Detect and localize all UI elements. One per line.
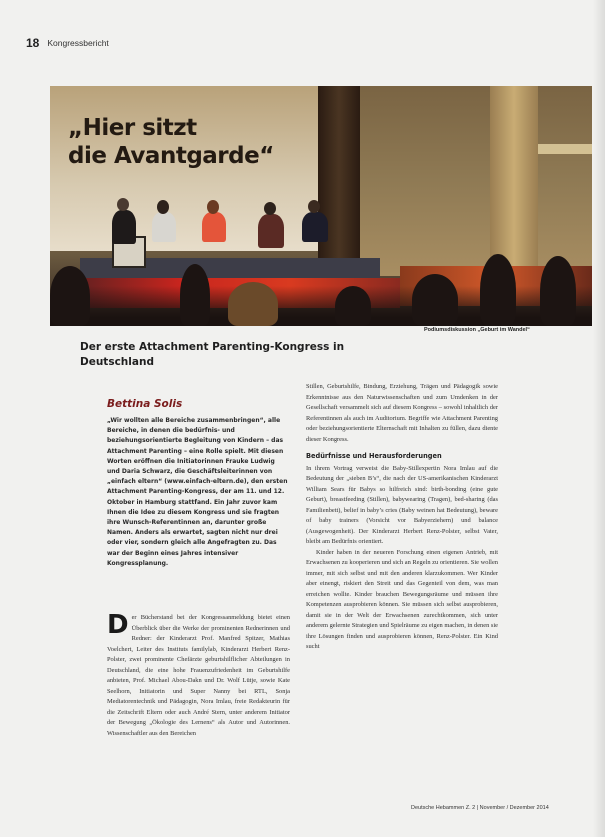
panelist xyxy=(258,214,284,248)
headline-line-2: die Avantgarde“ xyxy=(68,143,274,169)
body-column-2 xyxy=(306,382,498,653)
page-header xyxy=(26,36,109,50)
column-2-paragraph-2: Kinder haben in der neueren Forschung einen eigenen Antrieb, mit Erwachsenen zu kooperieren und sich an Regeln zu orientieren. Sie wollen immer, mit sich selbst und mit den anderen klarzukommen. Wer Kinder aber einengt, riskiert den Streit und das Gegenteil von dem, was man erreichen wollte. Kinder brauchen Bewegungsräume und müssen ihre Kompetenzen ausprobieren können. Sie müssen sich selbst ausprobieren, damit sie in der Welt der Erwachsenen zurechtkommen, sich unter anderem gelernte Strategien und Spielräume zu eigen machen, in denen sie ihre Lösungen finden und ausprobieren können, Renz-Polster. Ein Kind sucht xyxy=(306,548,498,650)
drop-cap: D xyxy=(107,610,129,640)
body-column-1 xyxy=(107,610,290,739)
headline xyxy=(68,114,274,170)
section-subhead: Bedürfnisse und Herausforderungen xyxy=(306,452,442,460)
author-name: Bettina Solis xyxy=(107,398,183,410)
hero-photo xyxy=(50,86,592,326)
panelist xyxy=(202,212,226,242)
page-number: 18 xyxy=(26,36,40,50)
column-1-text: er Bücherstand bei der Kongressanmeldung bietet einen Überblick über die Werke der prominenten Rednerinnen und Redner: der Kinderarzt Prof. Manfred Spitzer, Mathias Voelchert, Leiter des Instituts familylab, Kinderarzt Herbert Renz-Polster, zwei prominente Chefärzte geburtshilflicher Abteilungen in Deutschland, die eine hohe Frauenzufriedenheit im Geburtshilfe anbieten, Prof. Michael Abou-Dakn und Dr. Wolf Lütje, sowie Kate Seelhorn, Initiatorin und Super Nanny bei RTL, Sonja Mediatorentechnik und Pädagogin, Nora Imlau, freie Redakteurin für die Zeitschrift Eltern oder auch André Stern, unter anderem Initiator der Bewegung „Ökologie des Lernens“ als Autor und Autorinnen. Wissenschaftler aus den Bereichen xyxy=(107,614,290,737)
panelist xyxy=(302,212,328,242)
panelist xyxy=(152,212,176,242)
page-footer: Deutsche Hebammen Z. 2 | November / Dezember 2014 xyxy=(411,805,549,811)
panelist xyxy=(112,210,136,244)
column-2-intro: Stillen, Geburtshilfe, Bindung, Erziehung, Trägen und Pädagogik sowie Erkenntnisse aus den Naturwissenschaften und zum Umdenken in der Gesellschaft versammelt sich auf diesem Kongress – sowohl inhaltlich der Referentinnen als auch im Auditorium. Begriffe wie Attachment Parenting oder beziehungsorientierte Elternschaft mit Inhalten zu füllen, dazu diente dieser Kongress. xyxy=(306,383,498,443)
lead-paragraph: „Wir wollten alle Bereiche zusammenbringen“, alle Bereiche, in denen die bedürfnis- und beziehungsorientierte Begleitung von Kindern – das Attachment Parenting – eine Rolle spielt. Mit diesen Worten eröffnen die Initiatorinnen Frauke Ludwig und Daria Schwarz, die Geschäftsleiterinnen von „einfach eltern“ (www.einfach-eltern.de), den ersten Attachment Parenting-Kongress, der am 11. und 12. Oktober in Hamburg stattfand. Ein Jahr zuvor kam Ihnen die Idee zu diesem Kongress und sie fragten ihre Wunsch-Referentinnen an, darunter große Namen. Anders als erwartet, sagten nicht nur drei oder vier, sondern gleich alle Angefragten zu. Das war der Beginn eines Jahres intensiver Kongressplanung. xyxy=(107,417,288,567)
column-2-paragraph-1: In ihrem Vortrag verweist die Baby-Stillexpertin Nora Imlau auf die Bedeutung der „sieben B’s“, die nach der US-amerikanischen Kinderarzt William Sears für Babys so hilfreich sind: birth-bonding (eine gute Geburt), breastfeeding (Stillen), babywearing (Tragen), bed-sharing (das Familienbett), belief in baby’s cries (Baby weinen hat Bedeutung), beware of baby trainers (Vorsicht vor Babyerziehern) und balance (Ausgewogenheit). Der Kinderarzt Herbert Renz-Polster, selbst Vater, bleibt am Bedürfnis orientiert. xyxy=(306,464,498,545)
page-edge-shadow xyxy=(593,0,605,837)
article-subtitle: Der erste Attachment Parenting-Kongress in Deutschland xyxy=(80,341,345,368)
photo-caption: Podiumsdiskussion „Geburt im Wandel“ xyxy=(424,327,530,333)
headline-line-1: „Hier sitzt xyxy=(68,115,197,141)
section-label: Kongressbericht xyxy=(47,38,109,48)
